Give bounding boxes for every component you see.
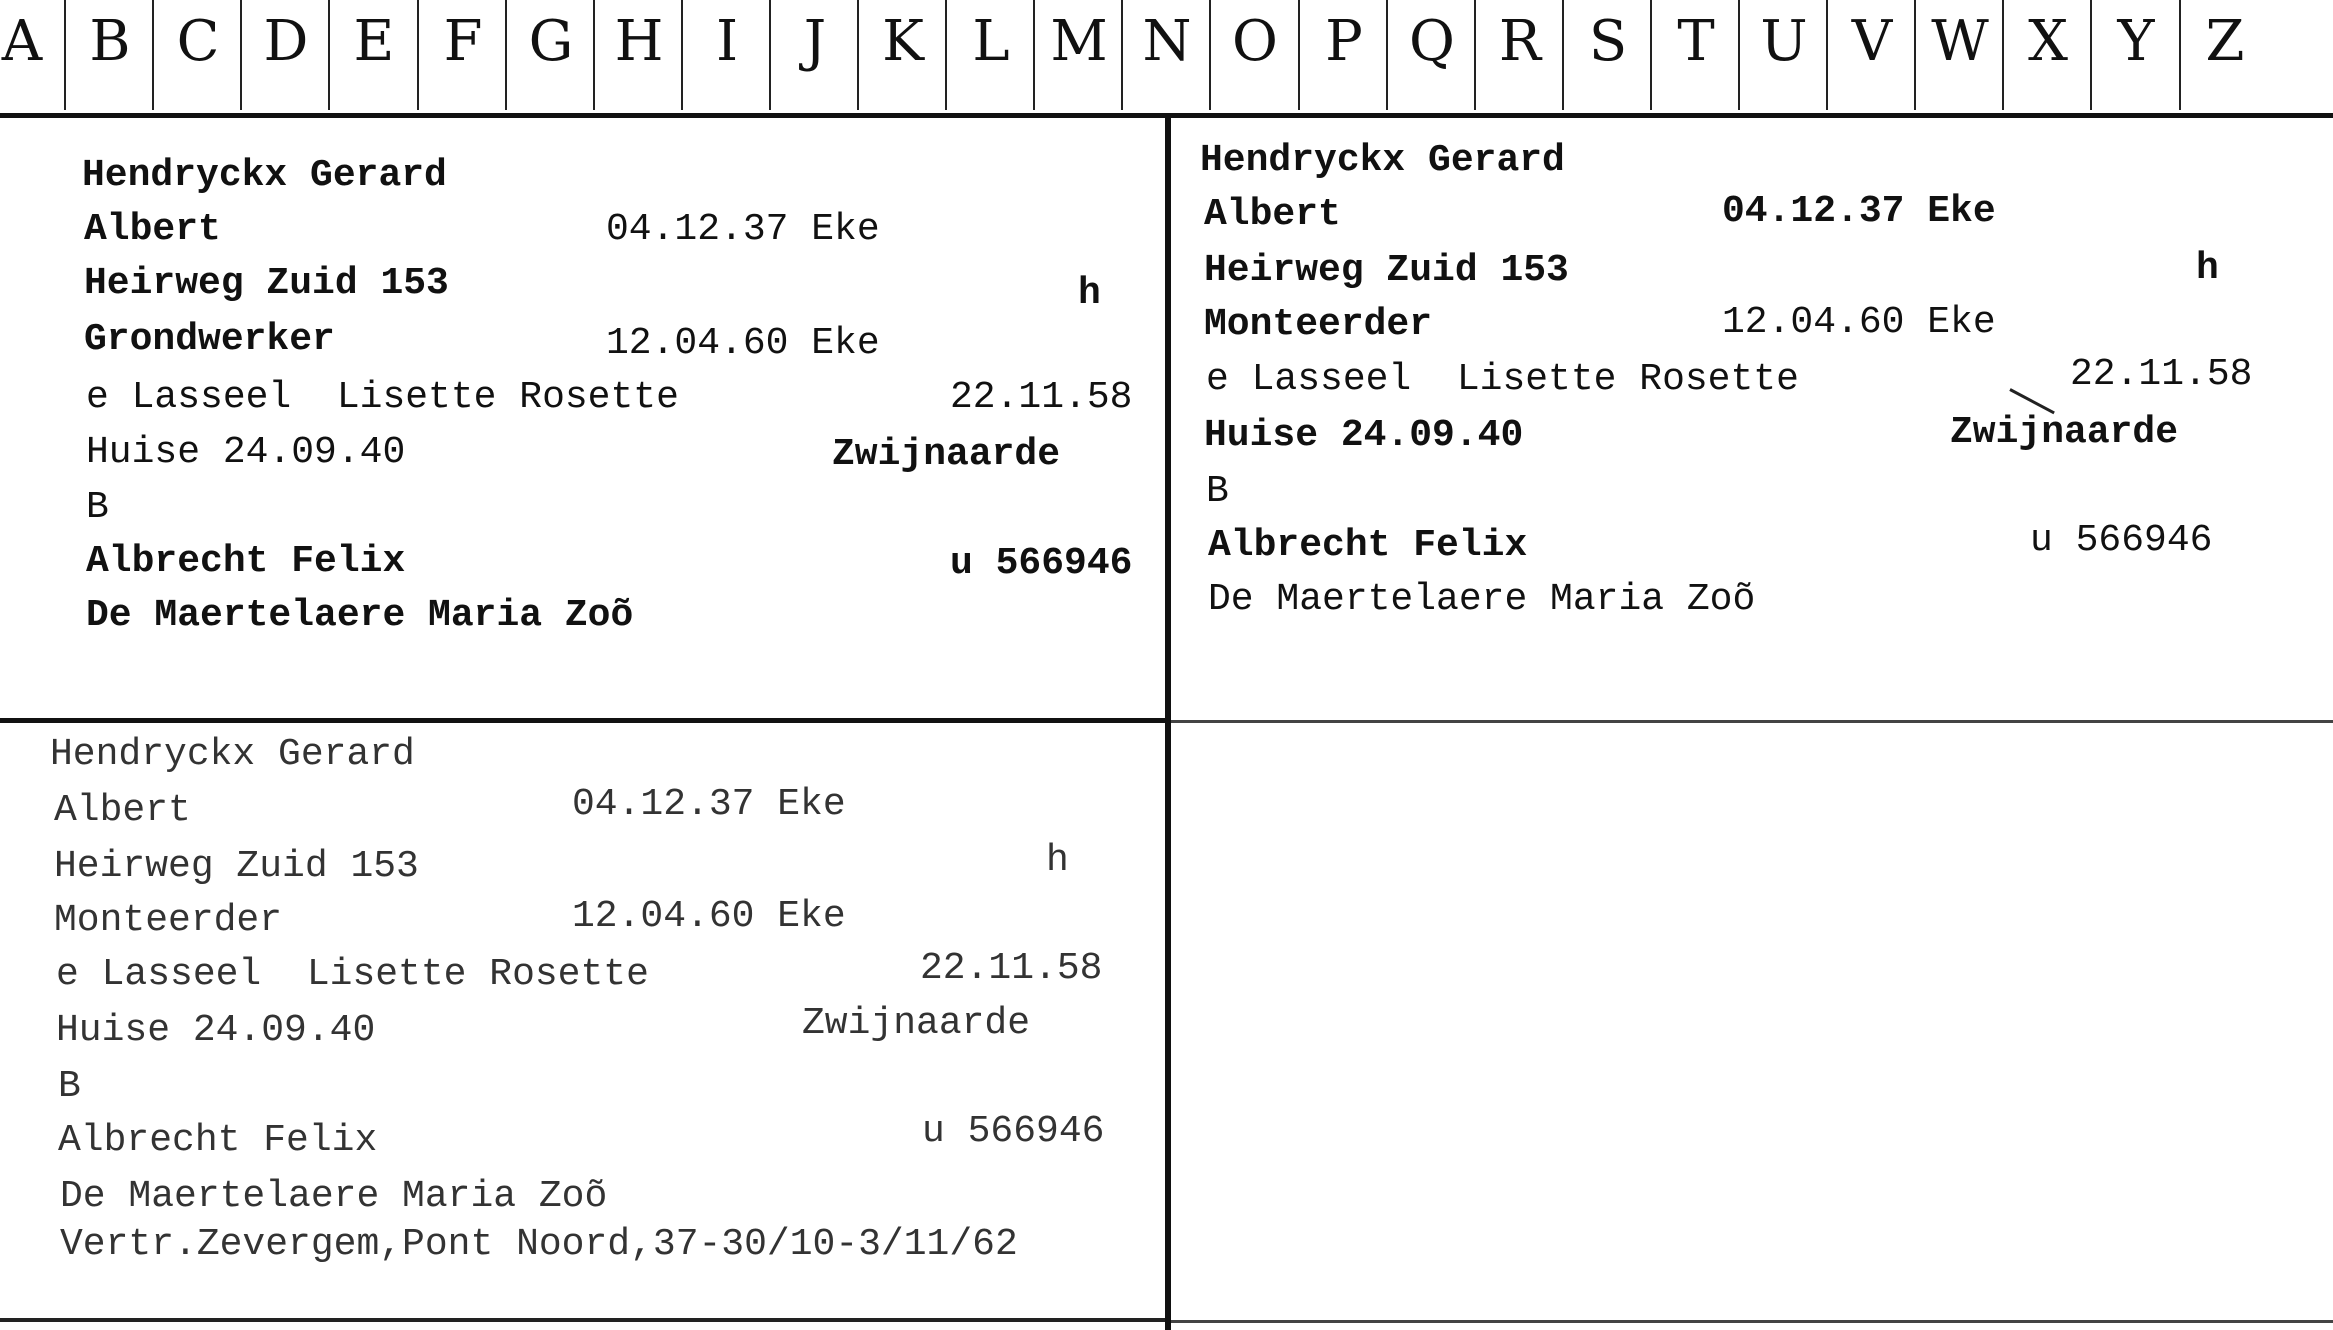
- bottom-divider-left: [0, 1318, 1165, 1322]
- card-number: u 566946: [922, 1110, 1105, 1153]
- alpha-divider: [1209, 0, 1211, 110]
- alpha-divider: [1650, 0, 1652, 110]
- alphabet-index: [0, 0, 2333, 118]
- alpha-letter-n: N: [1142, 9, 1192, 74]
- card-mother: De Maertelaere Maria Zoõ: [86, 594, 634, 637]
- card-occupation: Monteerder: [54, 899, 283, 942]
- card-spouse-birth: Huise 24.09.40: [1204, 414, 1524, 457]
- alpha-letter-u: U: [1760, 9, 1808, 74]
- card-address: Heirweg Zuid 153: [84, 262, 449, 305]
- alpha-letter-g: G: [528, 9, 574, 74]
- alpha-letter-y: Y: [2117, 9, 2155, 74]
- alpha-divider: [505, 0, 507, 110]
- card-flag: h: [2196, 247, 2219, 290]
- card-father: Albrecht Felix: [58, 1119, 378, 1162]
- alpha-divider: [1298, 0, 1300, 110]
- alpha-letter-x: X: [2028, 9, 2068, 74]
- alpha-letter-t: T: [1677, 9, 1715, 74]
- card-father: Albrecht Felix: [86, 540, 406, 583]
- card-birth: 04.12.37 Eke: [572, 783, 846, 826]
- alpha-divider: [1033, 0, 1035, 110]
- card-given-name: Albert: [84, 208, 221, 251]
- alpha-divider: [328, 0, 330, 110]
- card-birth: 04.12.37 Eke: [1722, 190, 1996, 233]
- card-residence: Zwijnaarde: [832, 433, 1061, 476]
- alpha-divider: [1562, 0, 1564, 110]
- alpha-divider: [1386, 0, 1388, 110]
- alpha-divider: [769, 0, 771, 110]
- alpha-divider: [152, 0, 154, 110]
- card-mother: De Maertelaere Maria Zoõ: [60, 1175, 608, 1218]
- card-mother: De Maertelaere Maria Zoõ: [1208, 578, 1756, 621]
- alpha-divider: [240, 0, 242, 110]
- alpha-divider: [1738, 0, 1740, 110]
- alpha-letter-z: Z: [2205, 9, 2245, 74]
- alpha-letter-m: M: [1050, 9, 1108, 74]
- alpha-letter-a: A: [1, 9, 43, 74]
- card-name: Hendryckx Gerard: [82, 154, 447, 197]
- card-address: Heirweg Zuid 153: [1204, 249, 1569, 292]
- alpha-letter-b: B: [89, 9, 131, 74]
- alpha-letter-p: P: [1325, 9, 1363, 74]
- card-marriage-date: 22.11.58: [950, 376, 1133, 419]
- card-note: Vertr.Zevergem,Pont Noord,37-30/10-3/11/62: [60, 1223, 1018, 1266]
- alpha-divider: [64, 0, 66, 110]
- alpha-divider: [1121, 0, 1123, 110]
- alpha-letter-j: J: [803, 9, 827, 74]
- card-code: B: [58, 1065, 81, 1108]
- card-occupation-date: 12.04.60 Eke: [572, 895, 846, 938]
- alpha-letter-w: W: [1931, 9, 1989, 74]
- alpha-divider: [1914, 0, 1916, 110]
- row-divider-right: [1171, 720, 2333, 723]
- card-spouse-birth: Huise 24.09.40: [86, 431, 406, 474]
- alpha-divider: [2090, 0, 2092, 110]
- card-number: u 566946: [2030, 519, 2213, 562]
- alpha-divider: [417, 0, 419, 110]
- alpha-letter-s: S: [1588, 9, 1628, 74]
- alpha-divider: [1826, 0, 1828, 110]
- row-divider-left: [0, 718, 1165, 723]
- alpha-divider: [857, 0, 859, 110]
- card-birth: 04.12.37 Eke: [606, 208, 880, 251]
- card-flag: h: [1078, 272, 1101, 315]
- alpha-letter-d: D: [263, 9, 309, 74]
- card-occupation-date: 12.04.60 Eke: [606, 322, 880, 365]
- alpha-letter-k: K: [882, 9, 924, 74]
- alpha-letter-l: L: [972, 9, 1010, 74]
- alpha-divider: [593, 0, 595, 110]
- card-code: B: [1206, 470, 1229, 513]
- card-father: Albrecht Felix: [1208, 524, 1528, 567]
- card-occupation: Monteerder: [1204, 303, 1433, 346]
- alpha-letter-q: Q: [1409, 9, 1455, 74]
- alpha-divider: [1474, 0, 1476, 110]
- alpha-divider: [945, 0, 947, 110]
- alpha-letter-c: C: [176, 9, 220, 74]
- alpha-letter-v: V: [1851, 9, 1893, 74]
- card-flag: h: [1046, 839, 1069, 882]
- bottom-divider-right: [1171, 1320, 2333, 1323]
- card-spouse: e Lasseel Lisette Rosette: [56, 953, 649, 996]
- card-name: Hendryckx Gerard: [1200, 139, 1565, 182]
- alpha-letter-f: F: [443, 9, 483, 74]
- card-address: Heirweg Zuid 153: [54, 845, 419, 888]
- card-residence: Zwijnaarde: [1950, 411, 2179, 454]
- alpha-divider: [2002, 0, 2004, 110]
- alpha-letter-e: E: [353, 9, 395, 74]
- card-marriage-date: 22.11.58: [2070, 353, 2253, 396]
- column-divider: [1165, 118, 1171, 1330]
- alpha-letter-r: R: [1498, 9, 1542, 74]
- card-number: u 566946: [950, 542, 1133, 585]
- card-name: Hendryckx Gerard: [50, 733, 415, 776]
- card-given-name: Albert: [1204, 193, 1341, 236]
- card-residence: Zwijnaarde: [802, 1002, 1031, 1045]
- alpha-letter-o: O: [1232, 9, 1278, 74]
- card-given-name: Albert: [54, 789, 191, 832]
- card-occupation: Grondwerker: [84, 318, 335, 361]
- card-spouse: e Lasseel Lisette Rosette: [1206, 358, 1799, 401]
- card-spouse-birth: Huise 24.09.40: [56, 1009, 376, 1052]
- alpha-letter-h: H: [614, 9, 664, 74]
- alpha-letter-i: I: [715, 9, 739, 74]
- card-marriage-date: 22.11.58: [920, 947, 1103, 990]
- card-code: B: [86, 486, 109, 529]
- alpha-divider: [2179, 0, 2181, 110]
- alpha-divider: [681, 0, 683, 110]
- card-spouse: e Lasseel Lisette Rosette: [86, 376, 679, 419]
- card-occupation-date: 12.04.60 Eke: [1722, 301, 1996, 344]
